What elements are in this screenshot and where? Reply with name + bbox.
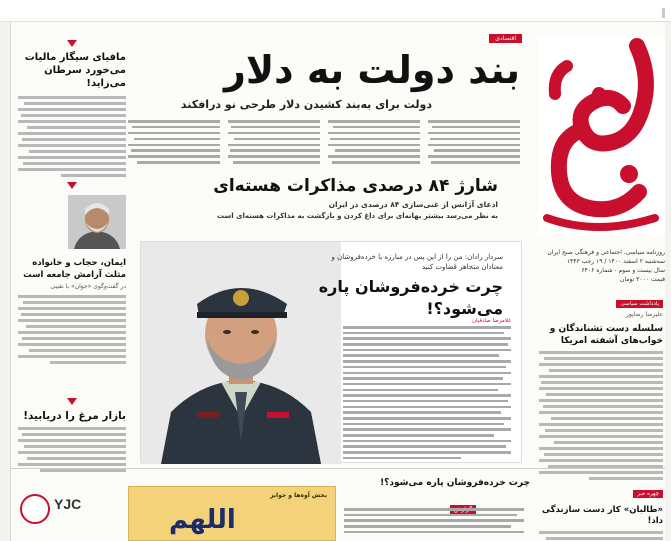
story-body <box>18 427 126 472</box>
second-subhead: ادعای آژانس از غنی‌سازی ۸۴ درصدی در ایران <box>328 200 498 209</box>
right-story-2[interactable] <box>539 480 663 541</box>
story-body <box>539 531 663 541</box>
left-story-3[interactable] <box>18 398 126 475</box>
ad-top-text: بخش آوه‌ها و جوایز <box>270 492 327 499</box>
story-marker-icon <box>67 40 77 47</box>
yjc-brand: YJC <box>54 496 82 512</box>
ad-title: اللهم <box>169 505 236 535</box>
left-story-1[interactable] <box>18 40 126 180</box>
masthead-info <box>545 248 665 284</box>
story-marker-icon <box>67 182 77 189</box>
yjc-watermark <box>14 490 114 532</box>
story-body <box>18 96 126 177</box>
masthead-info-line: قیمت ۳۰۰۰ تومان <box>620 276 665 283</box>
second-headline: شارژ ۸۴ درصدی مذاکرات هسته‌ای <box>213 176 498 196</box>
page-top-strip <box>0 0 671 22</box>
bottom-center-body <box>344 508 524 536</box>
masthead-logo <box>537 36 665 236</box>
portrait-photo <box>68 195 126 249</box>
right-story-1[interactable] <box>539 290 663 483</box>
masthead-info-line: سال بیست و سوم - شماره ۶۴۰۶ <box>581 267 665 274</box>
lead-tag: اقتصادی <box>489 34 522 43</box>
feature-headline: چرت خرده‌فروشان پاره می‌شود؟! <box>318 277 503 318</box>
story-title: «طالبان» کار دست سازندگی داد! <box>541 505 663 526</box>
story-title: چرت خرده‌فروشان پاره می‌شود؟! <box>380 478 530 488</box>
story-title: بازار مرغ را دریابید! <box>23 410 126 422</box>
bottom-divider <box>10 468 665 469</box>
lead-headline: بند دولت به دلار <box>223 48 520 92</box>
story-title: مافیای سیگار مالیات می‌خورد سرطان می‌زاید! <box>24 52 126 89</box>
edge-mark <box>662 8 665 18</box>
section-tag: یادداشت سیاسی <box>616 300 663 308</box>
advertisement[interactable] <box>128 486 336 541</box>
masthead <box>537 36 665 246</box>
feature-photo <box>141 242 341 464</box>
masthead-info-line: سه‌شنبه ۲ اسفند ۱۴۰۰ / ۱۹ رجب ۱۴۴۳ <box>566 258 665 265</box>
lead-subhead: دولت برای به‌بند کشیدن دلار طرحی نو درافکند <box>180 98 432 111</box>
story-title: ایمان، حجاب و خانواده مثلث آرامش جامعه است <box>23 258 126 280</box>
bottom-center-story[interactable] <box>350 478 530 488</box>
feature-story[interactable] <box>140 241 522 463</box>
story-title: سلسله دست تشناندگان و خواب‌های آشفته امریکا <box>549 324 663 346</box>
masthead-info-line: روزنامه سیاسی، اجتماعی و فرهنگی صبح ایران <box>547 249 665 256</box>
feature-byline: غلامرضا صادقیان <box>471 318 511 324</box>
story-author: علیرضا رضاپور <box>625 311 663 318</box>
second-subhead: به نظر می‌رسد بیشتر بهانه‌ای برای داغ کردن و بازگشت به مذاکرات هسته‌ای است <box>216 212 498 220</box>
yjc-logo-icon <box>20 494 50 524</box>
feature-kicker: سردار رادان: من را از این پس در مبارزه با خرده‌فروشان و معتادان متجاهر قضاوت کنید <box>331 253 503 271</box>
story-body <box>18 295 126 364</box>
story-marker-icon <box>67 398 77 405</box>
left-story-2[interactable] <box>18 182 126 367</box>
section-tag: چهره خبر <box>633 490 663 498</box>
story-body <box>539 351 663 480</box>
feature-body <box>343 326 511 456</box>
story-subtitle: در گفت‌وگوی «جوان» با نقیبی <box>50 283 126 290</box>
